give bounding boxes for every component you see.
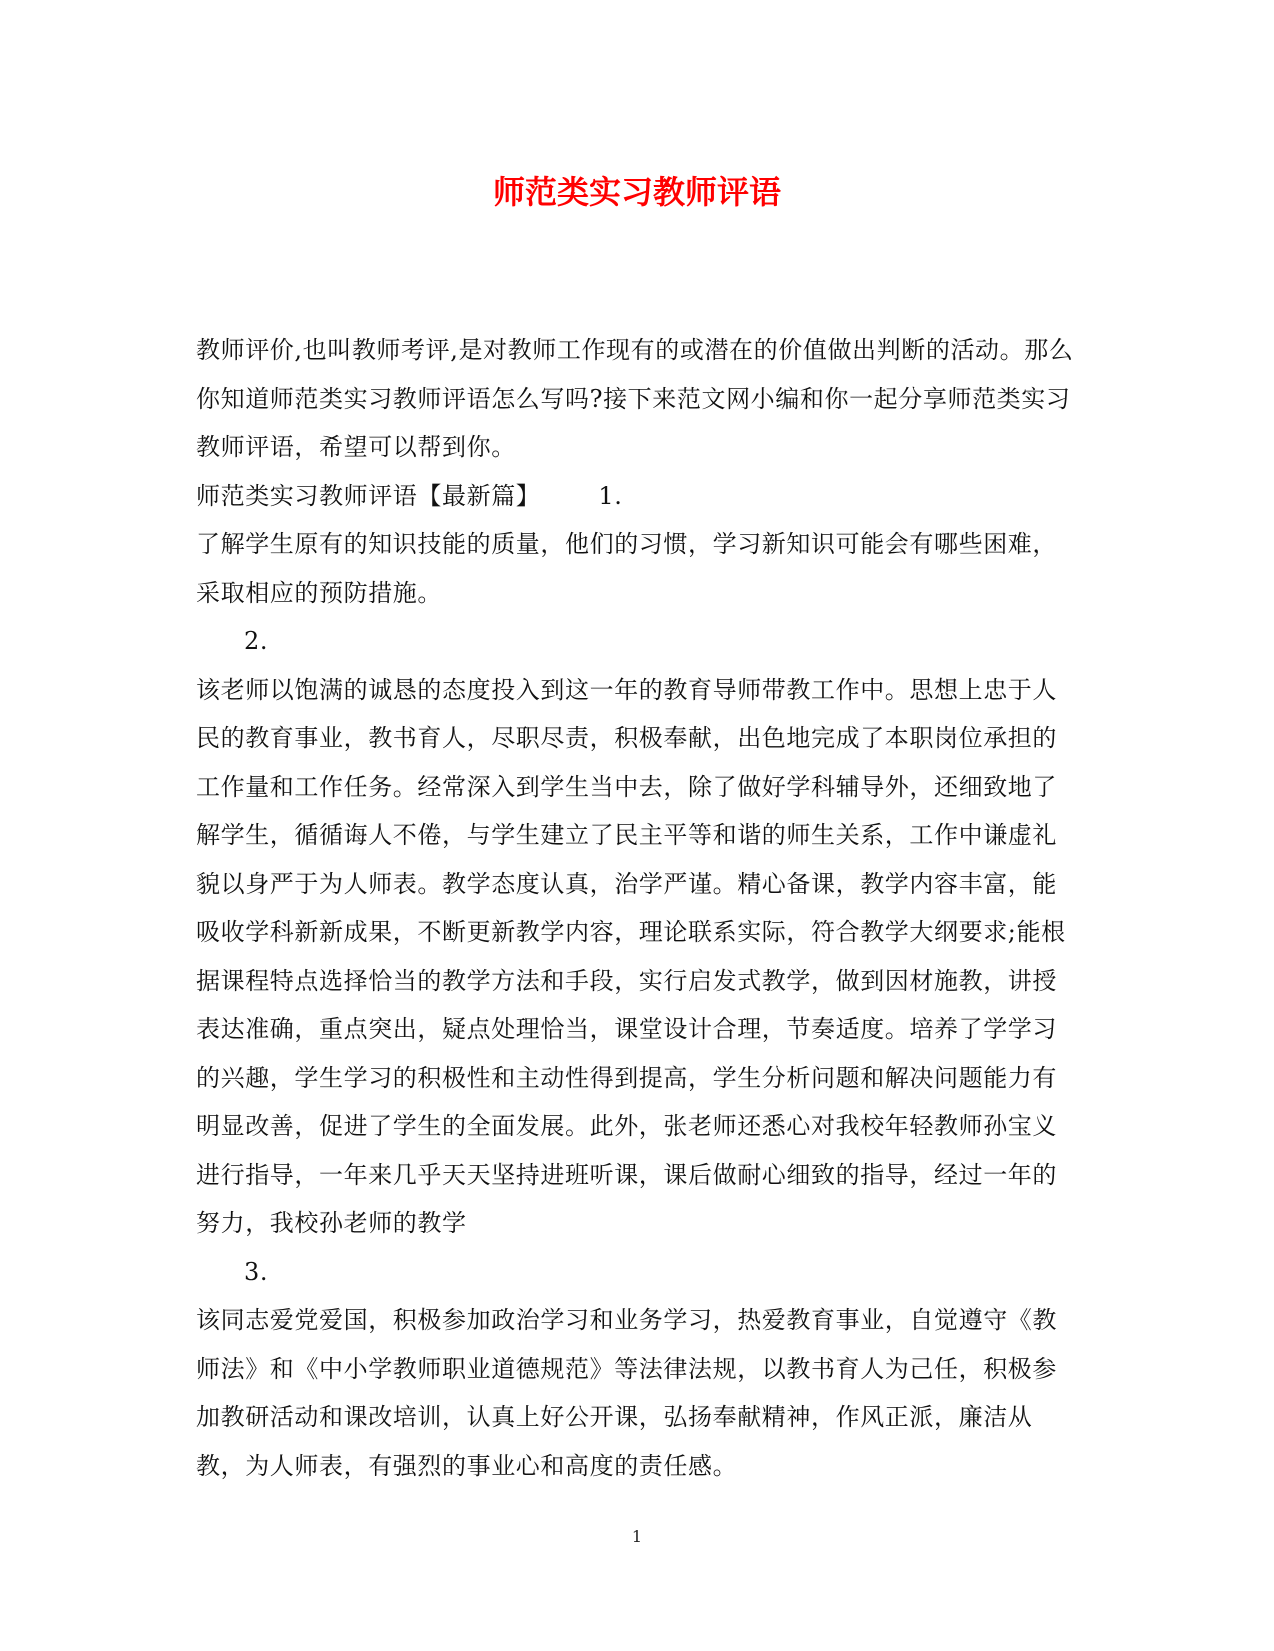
section-heading: 师范类实习教师评语【最新篇】 — [196, 481, 541, 510]
item-text-1: 了解学生原有的知识技能的质量，他们的习惯，学习新知识可能会有哪些困难，采取相应的预防措施。 — [196, 530, 1057, 607]
section-heading-line — [196, 472, 1076, 521]
item-number-1: 1. — [598, 481, 623, 510]
item-text-2: 该老师以饱满的诚恳的态度投入到这一年的教育导师带教工作中。思想上忠于人民的教育事业，教书育人，尽职尽责，积极奉献，出色地完成了本职岗位承担的工作量和工作任务。经常深入到学生当中去，除了做好学科辅导外，还细致地了解学生，循循诲人不倦，与学生建立了民主平等和谐的师生关系，工作中谦虚礼貌以身严于为人师表。教学态度认真，治学严谨。精心备课，教学内容丰富，能吸收学科新新成果，不断更新教学内容，理论联系实际，符合教学大纲要求;能根据课程特点选择恰当的教学方法和手段，实行启发式教学，做到因材施教，讲授表达准确，重点突出，疑点处理恰当，课堂设计合理，节奏适度。培养了学学习的兴趣，学生学习的积极性和主动性得到提高，学生分析问题和解决问题能力有明显改善，促进了学生的全面发展。此外，张老师还悉心对我校年轻教师孙宝义进行指导，一年来几乎天天坚持进班听课，课后做耐心细致的指导，经过一年的努力，我校孙老师的教学 — [196, 675, 1066, 1237]
document-body — [196, 326, 1076, 1490]
page-number: 1 — [631, 1527, 643, 1546]
item-number-3: 3. — [244, 1257, 269, 1286]
item-number-2: 2. — [244, 627, 269, 655]
item-text-3: 该同志爱党爱国，积极参加政治学习和业务学习，热爱教育事业，自觉遵守《教师法》和《中小学教师职业道德规范》等法律法规，以教书育人为己任，积极参加教研活动和课改培训，认真上好公开课，弘扬奉献精神，作风正派，廉洁从教，为人师表，有强烈的事业心和高度的责任感。 — [196, 1306, 1057, 1480]
intro-paragraph: 教师评价,也叫教师考评,是对教师工作现有的或潜在的价值做出判断的活动。那么你知道师范类实习教师评语怎么写吗?接下来范文网小编和你一起分享师范类实习教师评语，希望可以帮到你。 — [196, 336, 1074, 461]
document-title: 师范类实习教师评语 — [492, 173, 781, 211]
